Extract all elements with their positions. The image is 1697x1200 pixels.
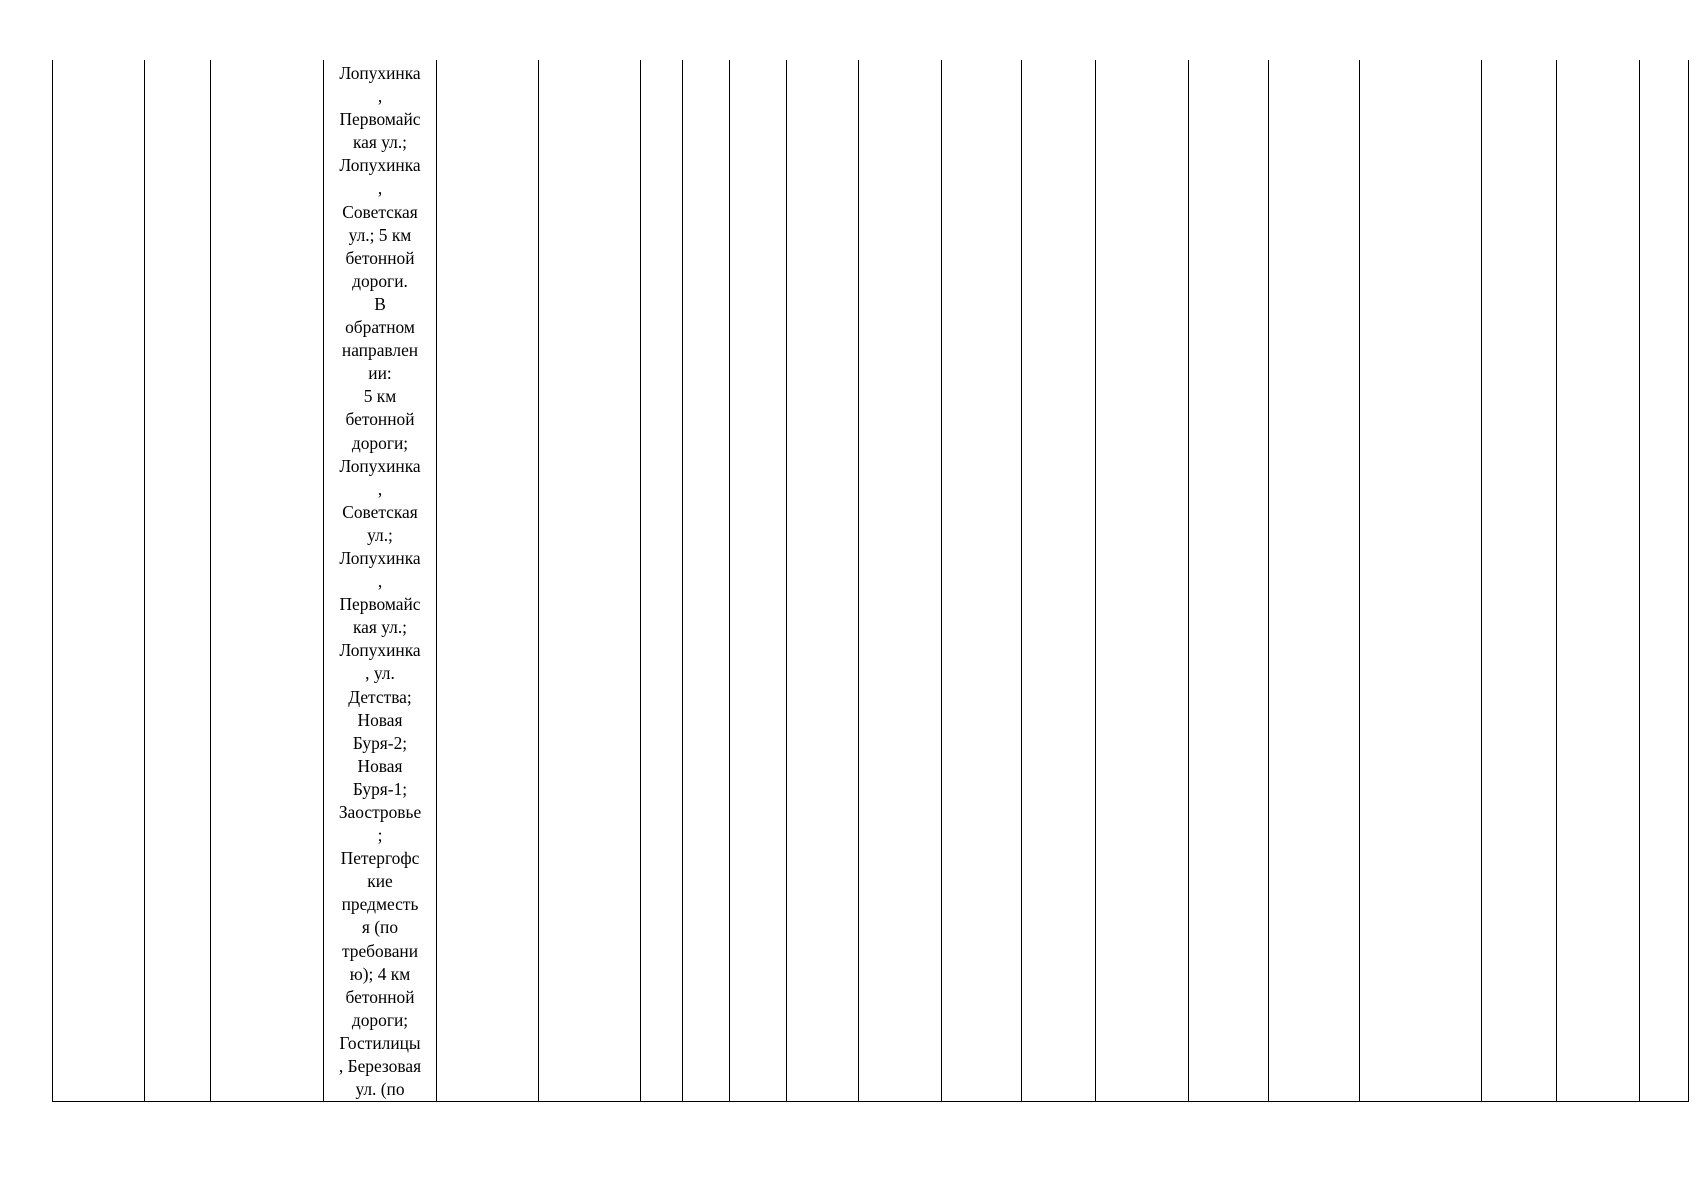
route-table: [52, 60, 1689, 1102]
table-cell: [730, 60, 787, 1102]
table-cell: [1482, 60, 1557, 1102]
table-cell: [145, 60, 211, 1102]
table-cell: [787, 60, 859, 1102]
route-text-line: В: [374, 293, 386, 314]
route-text-line: ул.;: [367, 524, 393, 545]
route-text-line: бетонной: [345, 986, 415, 1007]
route-text-line: Советская: [342, 201, 418, 222]
route-text-line: Лопухинка: [339, 547, 421, 568]
route-text-line: кие: [367, 871, 393, 892]
route-text-line: кая ул.;: [352, 617, 408, 638]
route-text-line: предместь: [341, 894, 419, 915]
route-text-line: обратном: [345, 317, 415, 338]
table-cell: [539, 60, 641, 1102]
table-row: [53, 60, 1689, 1102]
table-cell: [437, 60, 539, 1102]
route-text-line: Лопухинка: [339, 63, 421, 83]
table-cell: [1360, 60, 1482, 1102]
route-description-cell: [324, 60, 437, 1102]
route-text-line: бетонной: [345, 409, 415, 430]
route-text-line: Буря-1;: [352, 778, 408, 799]
route-text-line: направлен: [341, 340, 419, 361]
route-text-line: бетонной: [345, 247, 415, 268]
route-text-line: Лопухинка: [339, 640, 421, 661]
table-cell: [859, 60, 942, 1102]
route-text-line: ул. (по: [355, 1079, 405, 1100]
table-cell: [1022, 60, 1096, 1102]
table-cell: [211, 60, 324, 1102]
route-text-line: ии:: [368, 363, 392, 384]
route-text-line: ю); 4 км: [349, 963, 411, 984]
route-text-line: , Березовая: [338, 1056, 422, 1077]
route-text-line: Новая: [357, 709, 403, 730]
table-cell: [1096, 60, 1189, 1102]
route-text-line: дороги;: [351, 432, 409, 453]
route-text-line: ,: [377, 571, 383, 592]
table-cell: [641, 60, 683, 1102]
route-text-line: Петергофс: [340, 848, 420, 869]
route-text-line: ,: [377, 178, 383, 199]
table-cell: [1189, 60, 1269, 1102]
route-text-line: ,: [377, 478, 383, 499]
route-text-line: я (по: [361, 917, 399, 938]
route-text-line: Первомайс: [339, 594, 421, 615]
route-text-line: ,: [377, 86, 383, 107]
route-text-line: дороги.: [352, 270, 408, 291]
route-text-line: Лопухинка: [339, 155, 421, 176]
route-text-line: кая ул.;: [352, 132, 408, 153]
route-text-line: Лопухинка: [339, 455, 421, 476]
route-text-line: , ул.: [365, 663, 395, 684]
table-cell: [1557, 60, 1640, 1102]
route-text-line: 5 км: [363, 386, 397, 407]
table-cell: [1640, 60, 1689, 1102]
route-text-line: Новая: [357, 755, 403, 776]
route-text-line: ;: [377, 825, 383, 846]
route-text-line: Заостровье: [338, 802, 422, 822]
route-description-text: [326, 62, 434, 1101]
route-text-line: Детства;: [348, 686, 412, 707]
table-cell: [53, 60, 145, 1102]
table-cell: [1269, 60, 1360, 1102]
route-text-line: Советская: [342, 501, 418, 522]
route-text-line: Буря-2;: [352, 732, 408, 753]
route-text-line: требовани: [341, 940, 419, 961]
route-text-line: Первомайс: [339, 109, 421, 130]
route-text-line: Гостилицы: [339, 1032, 421, 1053]
table-cell: [942, 60, 1022, 1102]
route-text-line: дороги;: [351, 1009, 409, 1030]
table-cell: [683, 60, 730, 1102]
route-text-line: ул.; 5 км: [348, 224, 412, 245]
